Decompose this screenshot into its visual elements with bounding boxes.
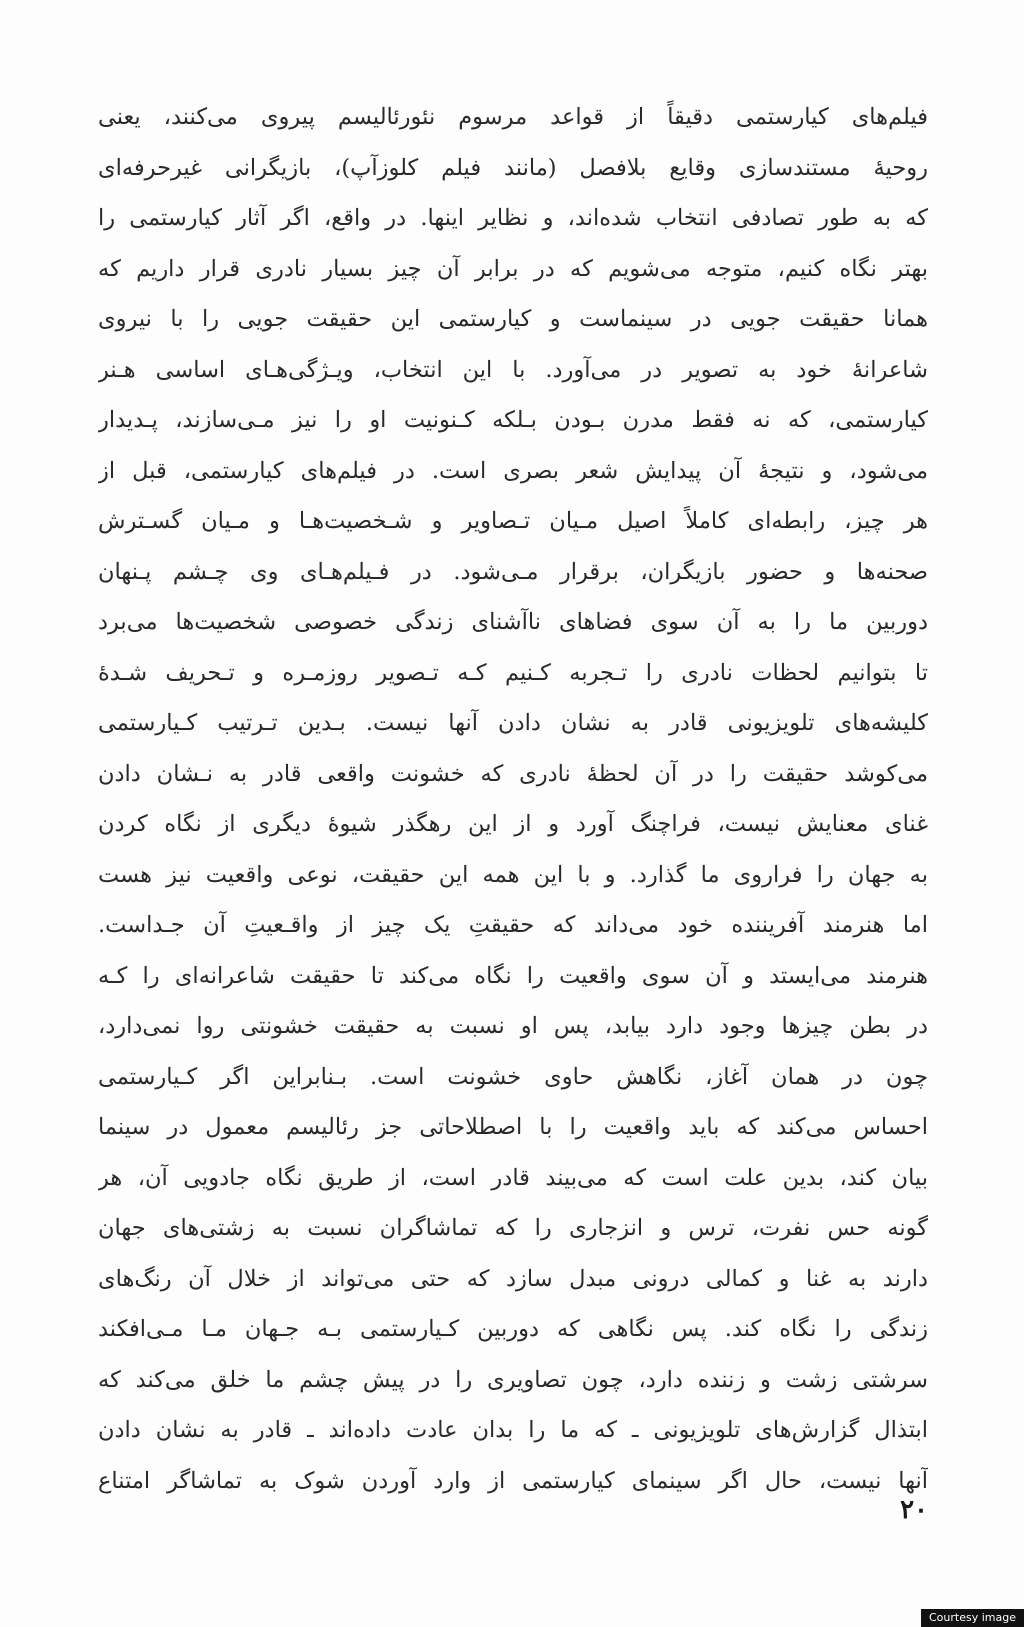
text-line: در بطن چیزها وجود دارد بیابد، پس او نسبت به حقیقت خشونتی روا نمی‌دارد،	[98, 1013, 928, 1039]
text-line: اما هنرمند آفریننده خود می‌داند که حقیقتِ یک چیز از واقـعیتِ آن جـداست.	[98, 912, 928, 938]
text-line: که به طور تصادفی انتخاب شده‌اند، و نظایر اینها. در واقع، اگر آثار کیارستمی را	[98, 205, 928, 231]
text-line: روحیهٔ مستندسازی وقایع بلافصل (مانند فیلم کلوزآپ)، بازیگرانی غیرحرفه‌ای	[98, 154, 928, 181]
text-line: غنای معنایش نیست، فراچنگ آورد و از این رهگذر شیوهٔ دیگری از نگاه کردن	[98, 811, 928, 837]
text-line: سرشتی زشت و زننده دارد، چون تصاویری را در پیش چشم ما خلق می‌کند که	[98, 1366, 928, 1393]
text-line: زندگی را نگاه کند. پس نگاهی که دوربین کـیارستمی بـه جـهان مـا مـی‌افکند	[98, 1316, 928, 1342]
text-line: ابتذال گزارش‌های تلویزیونی ـ که ما را بدان عادت داده‌اند ـ قادر به نشان دادن	[98, 1417, 928, 1443]
text-line: چون در همان آغاز، نگاهش حاوی خشونت است. بـنابراین اگر کـیارستمی	[98, 1063, 928, 1090]
text-line: همانا حقیقت جویی در سینماست و کیارستمی این حقیقت جویی را با نیروی	[98, 306, 928, 332]
text-line: هر چیز، رابطه‌ای کاملاً اصیل مـیان تـصاویر و شـخصیت‌هـا و مـیان گسـترش	[98, 508, 928, 534]
text-line: بیان کند، بدین علت است که می‌بیند قادر است، از طریق نگاه جادویی آن، هر	[98, 1164, 928, 1191]
text-line: صحنه‌ها و حضور بازیگران، برقرار مـی‌شود. در فـیلم‌هـای وی چـشم پـنهان	[98, 558, 928, 585]
text-line: دارند به غنا و کمالی درونی مبدل سازد که حتی می‌تواند از خلال آن رنگ‌های	[98, 1265, 928, 1292]
text-line: فیلم‌های کیارستمی دقیقاً از قواعد مرسوم نئورئالیسم پیروی می‌کنند، یعنی	[98, 104, 928, 130]
page-number: ۲۰	[900, 1495, 928, 1525]
courtesy-credit: Courtesy image	[921, 1609, 1024, 1627]
text-line: شاعرانهٔ خود به تصویر در می‌آورد. با این انتخاب، ویـژگی‌هـای اساسی هـنر	[98, 356, 928, 383]
text-line: بهتر نگاه کنیم، متوجه می‌شویم که در برابر آن چیز بسیار نادری قرار داریم که	[98, 255, 928, 282]
text-line: هنرمند می‌ایستد و آن سوی واقعیت را نگاه می‌کند تا حقیقت شاعرانه‌ای را کـه	[98, 962, 928, 989]
body-text	[98, 92, 928, 1506]
text-line: احساس می‌کند که باید واقعیت را با اصطلاحاتی جز رئالیسم معمول در سینما	[98, 1114, 928, 1140]
text-line: گونه حس نفرت، ترس و انزجاری را که تماشاگران نسبت به زشتی‌های جهان	[98, 1215, 928, 1241]
text-line: دوربین ما را به آن سوی فضاهای ناآشنای زندگی خصوصی شخصیت‌ها می‌برد	[98, 609, 928, 635]
text-line: آنها نیست، حال اگر سینمای کیارستمی از وارد آوردن شوک به تماشاگر امتناع	[98, 1467, 928, 1494]
text-line: می‌شود، و نتیجهٔ آن پیدایش شعر بصری است. در فیلم‌های کیارستمی، قبل از	[98, 457, 928, 484]
text-line: تا بتوانیم لحظات نادری را تـجربه کـنیم کـه تـصویر روزمـره و تـحریف شـدهٔ	[98, 659, 928, 686]
text-line: کلیشه‌های تلویزیونی قادر به نشان دادن آنها نیست. بـدین تـرتیب کـیارستمی	[98, 710, 928, 736]
text-line: به جهان را فراروی ما گذارد. و با این همه این حقیقت، نوعی واقعیت نیز هست	[98, 861, 928, 888]
text-line: کیارستمی، که نه فقط مدرن بـودن بـلکه کـنونیت او را نیز مـی‌سازند، پـدیدار	[98, 407, 928, 433]
text-line: می‌کوشد حقیقت را در آن لحظهٔ نادری که خشونت واقعی قادر به نـشان دادن	[98, 760, 928, 787]
